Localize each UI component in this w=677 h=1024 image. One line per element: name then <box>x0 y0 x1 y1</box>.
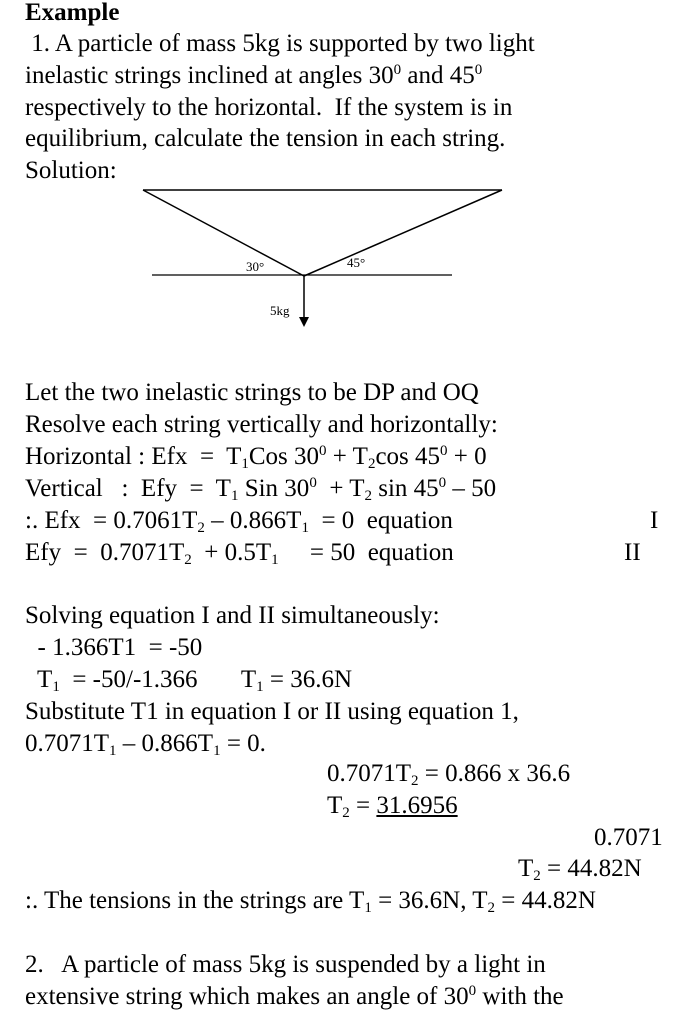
solution-step: $T_2 = 31.6956$ <box>327 792 458 821</box>
string-tension-diagram <box>0 185 677 335</box>
solution-label: Solution: <box>25 157 117 184</box>
string-left <box>143 190 304 276</box>
problem-line: respectively to the horizontal. If the system is in <box>25 94 513 121</box>
solution-step: $0.7071T_1 - 0.866T_1 = 0$. <box>25 730 266 759</box>
problem-line: equilibrium, calculate the tension in each string. <box>25 125 506 152</box>
string-right <box>304 190 502 276</box>
angle-label-left: 30° <box>246 259 265 274</box>
horizontal-equation: Horizontal : Efx = $T_1Cos$ $30^0 + T_2\cos$ $45^0 + 0$ <box>25 443 487 472</box>
angle-label-right: 45° <box>347 255 366 270</box>
solution-line: Let the two inelastic strings to be DP and OQ <box>25 379 479 406</box>
problem-two-line: extensive string which makes an angle of $30^0$ with the <box>25 983 564 1010</box>
solution-step: $T_1 = -50/-1.366$ $T_1 = 36.6N$ <box>25 666 352 695</box>
problem-line: 1. A particle of mass 5kg is supported by two light <box>25 30 535 57</box>
equation-one-label: I <box>650 507 659 534</box>
solution-step: - 1.366T1 = -50 <box>25 634 203 661</box>
problem-two-line: 2. A particle of mass 5kg is suspended by a light in <box>25 951 546 978</box>
weight-arrow-head <box>299 317 309 327</box>
example-heading: Example <box>25 0 120 26</box>
vertical-equation: Vertical : Efy = $T_1$ Sin $30^0 + T_2$ $\sin 45^0 - 50$ <box>25 475 497 504</box>
equation-two-label: II <box>624 539 641 566</box>
fraction-denominator: 0.7071 <box>594 824 663 851</box>
solution-line: Substitute T1 in equation I or II using equation 1, <box>25 698 519 725</box>
mass-label: 5kg <box>270 303 290 318</box>
conclusion: :. The tensions in the strings are $T_1 = 36.6N$, $T_2 = 44.82N$ <box>25 887 596 916</box>
equation-one: :. Efx = $0.7061T_2 - 0.866T_1 = 0$ equation <box>25 507 453 536</box>
problem-line: inelastic strings inclined at angles $30^0$ and $45^0$ <box>25 62 483 89</box>
equation-two: Efy = $0.7071T_2 + 0.5T_1$ = 50 equation <box>25 539 454 568</box>
solution-line: Solving equation I and II simultaneously: <box>25 602 440 629</box>
solution-step: $T_2 = 44.82N$ <box>518 855 642 884</box>
solution-step: $0.7071T_2 = 0.866$ x 36.6 <box>327 760 571 789</box>
solution-line: Resolve each string vertically and horizontally: <box>25 411 498 438</box>
